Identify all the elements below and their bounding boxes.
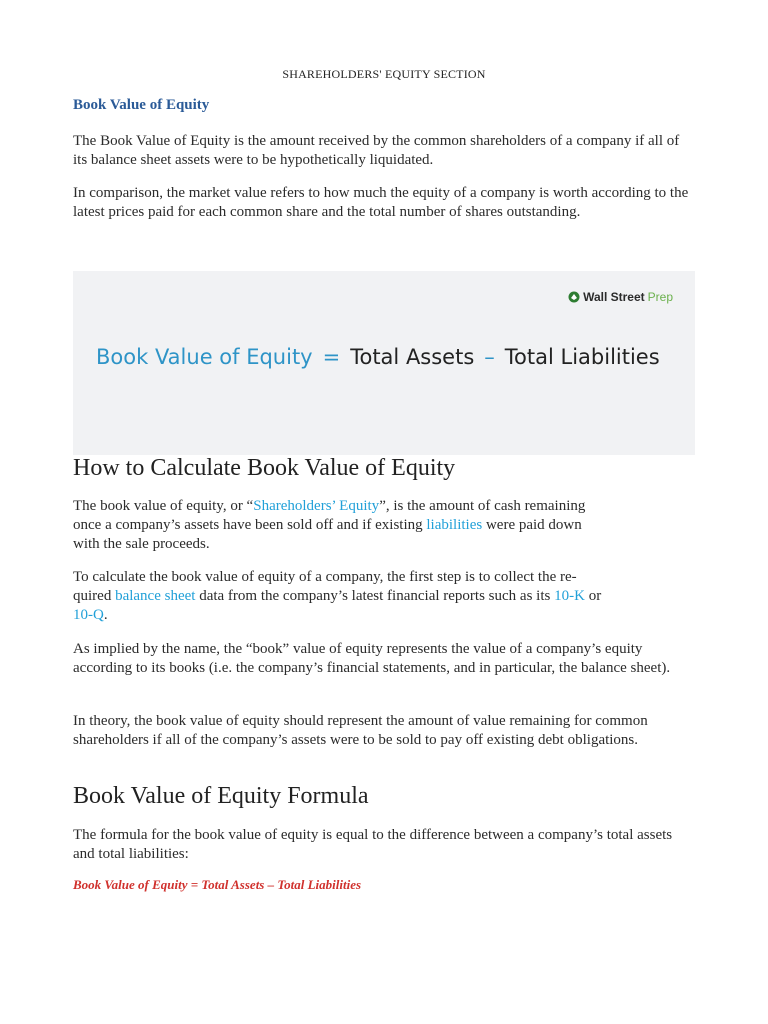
formula-term-liabilities: Total Liabilities [504, 345, 660, 369]
formula-banner [73, 271, 695, 455]
calc-paragraph-4: In theory, the book value of equity should represent the amount of value remaining for common shareholders if all of the company’s assets were to be sold to pay off existing debt obligations. [73, 713, 648, 748]
banner-formula [96, 345, 660, 369]
formula-equals: = [322, 345, 341, 369]
formula-lhs: Book Value of Equity [96, 345, 313, 369]
text-segment: The book value of equity, or “ [73, 498, 254, 514]
calc-paragraph-2 [73, 568, 695, 625]
calc-paragraph-1 [73, 497, 695, 554]
brand-main-text: Wall Street [583, 290, 645, 304]
section-title: SHAREHOLDERS' EQUITY SECTION [282, 67, 486, 81]
link-10k[interactable]: 10-K [554, 588, 585, 604]
text-segment: . [103, 607, 108, 623]
text-segment: quired [73, 588, 112, 604]
text-segment: To calculate the book value of equity of a company, the first step is to collect the re- [73, 569, 577, 585]
brand-accent-text: Prep [647, 290, 673, 304]
subheading: Book Value of Equity [73, 97, 210, 113]
text-segment: or [588, 588, 602, 604]
red-formula-text: Book Value of Equity = Total Assets – Total Liabilities [73, 877, 362, 892]
intro-paragraph-1: The Book Value of Equity is the amount received by the common shareholders of a company if all of its balance sheet assets were to be hypothetically liquidated. [73, 133, 680, 168]
link-shareholders-equity[interactable]: Shareholders’ Equity [253, 498, 380, 514]
formula-paragraph: The formula for the book value of equity is equal to the difference between a company’s total assets and total liabilities: [73, 827, 673, 862]
text-segment: data from the company’s latest financial reports such as its [199, 588, 551, 604]
heading-formula: Book Value of Equity Formula [73, 783, 369, 809]
text-segment: once a company’s assets have been sold off and if existing [73, 517, 423, 533]
intro-paragraph-2: In comparison, the market value refers to how much the equity of a company is worth according to the latest prices paid for each common share and the total number of shares outstanding. [73, 185, 689, 220]
wall-street-prep-logo [568, 290, 673, 304]
brand-leaf-icon [568, 291, 580, 303]
text-segment: ”, is the amount of cash remaining [379, 498, 586, 514]
link-liabilities[interactable]: liabilities [426, 517, 483, 533]
text-segment: were paid down [485, 517, 582, 533]
formula-minus: – [484, 345, 495, 369]
heading-how-to-calculate: How to Calculate Book Value of Equity [73, 455, 456, 481]
link-10q[interactable]: 10-Q [73, 607, 104, 623]
link-balance-sheet[interactable]: balance sheet [115, 588, 196, 604]
formula-term-assets: Total Assets [350, 345, 475, 369]
text-segment: with the sale proceeds. [73, 536, 210, 552]
calc-paragraph-3: As implied by the name, the “book” value of equity represents the value of a company’s equity according to its books (i.e. the company’s financial statements, and in particular, the balance sheet). [73, 641, 671, 676]
